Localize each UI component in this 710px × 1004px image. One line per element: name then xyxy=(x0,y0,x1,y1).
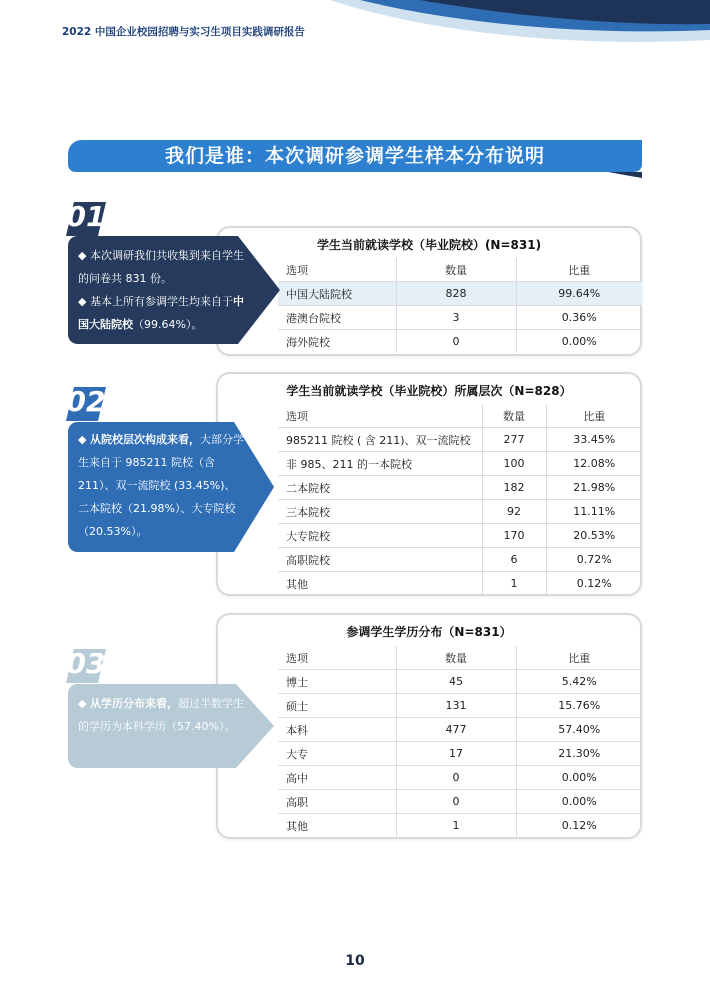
table-row xyxy=(278,282,642,306)
table-cell: 高职 xyxy=(278,790,396,814)
table-cell: 博士 xyxy=(278,670,396,694)
page-number: 10 xyxy=(345,953,365,969)
table-row xyxy=(278,718,642,742)
table-row xyxy=(278,790,642,814)
column-header: 比重 xyxy=(516,646,642,670)
table-cell: 21.30% xyxy=(516,742,642,766)
table-cell: 828 xyxy=(396,282,516,306)
table-cell: 0 xyxy=(396,790,516,814)
section-02-number: 02 xyxy=(66,385,106,418)
callout-rest: 大部分学生来自于 985211 院校（含 211）、双一流院校 (33.45%)、二本院校（21.98%）、大专院校（20.53%）。 xyxy=(78,433,244,538)
column-header: 数量 xyxy=(396,258,516,282)
table-cell: 985211 院校 ( 含 211)、双一流院校 xyxy=(278,428,482,452)
table-cell: 170 xyxy=(482,524,546,548)
table-cell: 15.76% xyxy=(516,694,642,718)
callout-rest: 超过半数学生的学历为本科学历（57.40%）。 xyxy=(78,697,244,733)
table-cell: 中国大陆院校 xyxy=(278,282,396,306)
table-header-row xyxy=(278,404,642,428)
table-cell: 131 xyxy=(396,694,516,718)
table-cell: 277 xyxy=(482,428,546,452)
table-row xyxy=(278,500,642,524)
table-row xyxy=(278,476,642,500)
callout-line-2a: 基本上所有参调学生均来自于 xyxy=(89,295,233,308)
table-row xyxy=(278,452,642,476)
table-cell: 6 xyxy=(482,548,546,572)
section-01-number: 01 xyxy=(66,200,106,233)
report-header-title: 2022 中国企业校园招聘与实习生项目实践调研报告 xyxy=(62,26,305,38)
table-cell: 45 xyxy=(396,670,516,694)
table-cell: 1 xyxy=(396,814,516,838)
column-header: 数量 xyxy=(482,404,546,428)
table-row xyxy=(278,694,642,718)
bullet-icon: ◆ xyxy=(78,697,87,710)
table-row xyxy=(278,814,642,838)
section-03-table xyxy=(278,646,642,837)
section-03-table-card xyxy=(216,613,642,839)
table-row xyxy=(278,548,642,572)
table-cell: 非 985、211 的一本院校 xyxy=(278,452,482,476)
table-cell: 182 xyxy=(482,476,546,500)
table-cell: 大专 xyxy=(278,742,396,766)
section-02-table xyxy=(278,404,642,595)
table-cell: 0 xyxy=(396,330,516,354)
table-cell: 57.40% xyxy=(516,718,642,742)
table-cell: 20.53% xyxy=(546,524,642,548)
table-cell: 1 xyxy=(482,572,546,596)
callout-line-2c: （99.64%）。 xyxy=(133,318,203,331)
column-header: 选项 xyxy=(278,646,396,670)
table-cell: 99.64% xyxy=(516,282,642,306)
table-cell: 11.11% xyxy=(546,500,642,524)
table-cell: 92 xyxy=(482,500,546,524)
bullet-icon: ◆ xyxy=(78,433,87,446)
column-header: 选项 xyxy=(278,404,482,428)
table-row xyxy=(278,670,642,694)
section-01-callout-text xyxy=(78,244,248,336)
table-cell: 本科 xyxy=(278,718,396,742)
table-cell: 0.36% xyxy=(516,306,642,330)
table-cell: 0.00% xyxy=(516,330,642,354)
table-row xyxy=(278,428,642,452)
callout-line-2-bold: 中国大陆院校 xyxy=(78,295,244,331)
table-cell: 港澳台院校 xyxy=(278,306,396,330)
table-cell: 大专院校 xyxy=(278,524,482,548)
section-02-table-card xyxy=(216,372,642,596)
table-cell: 海外院校 xyxy=(286,335,330,349)
page-title: 我们是谁：本次调研参调学生样本分布说明 xyxy=(164,145,545,167)
table-row xyxy=(278,766,642,790)
table-cell: 硕士 xyxy=(278,694,396,718)
table-row xyxy=(278,306,642,330)
table-cell: 100 xyxy=(482,452,546,476)
section-01-table-title: 学生当前就读学校（毕业院校）(N=831) xyxy=(316,238,542,252)
callout-bold: 从学历分布来看， xyxy=(89,697,178,710)
table-cell: 5.42% xyxy=(516,670,642,694)
table-cell: 3 xyxy=(396,306,516,330)
column-header: 比重 xyxy=(516,258,642,282)
table-cell: 0.12% xyxy=(516,814,642,838)
column-header: 选项 xyxy=(278,258,396,282)
table-header-row xyxy=(278,646,642,670)
table-row xyxy=(278,572,642,596)
table-cell: 0.00% xyxy=(516,790,642,814)
table-cell: 477 xyxy=(396,718,516,742)
table-cell: 0.00% xyxy=(516,766,642,790)
table-header-row xyxy=(278,258,642,282)
table-cell: 12.08% xyxy=(546,452,642,476)
table-cell: 21.98% xyxy=(546,476,642,500)
section-03-callout-text xyxy=(78,692,246,738)
table-cell: 17 xyxy=(396,742,516,766)
table-cell: 0.72% xyxy=(546,548,642,572)
table-cell: 高职院校 xyxy=(278,548,482,572)
table-row xyxy=(278,524,642,548)
section-02-callout-text xyxy=(78,428,244,543)
section-01-table xyxy=(278,258,642,353)
table-cell: 其他 xyxy=(286,577,308,591)
section-03-table-title: 参调学生学历分布（N=831） xyxy=(346,625,512,639)
table-cell: 0.12% xyxy=(546,572,642,596)
table-cell: 三本院校 xyxy=(278,500,482,524)
column-header: 数量 xyxy=(396,646,516,670)
callout-line-1: 本次调研我们共收集到来自学生的问卷共 831 份。 xyxy=(78,249,244,285)
table-row xyxy=(278,330,642,354)
table-cell: 高中 xyxy=(278,766,396,790)
section-02-table-title: 学生当前就读学校（毕业院校）所属层次（N=828） xyxy=(286,384,572,398)
bullet-icon: ◆ xyxy=(78,249,87,262)
table-cell: 二本院校 xyxy=(278,476,482,500)
section-03-number: 03 xyxy=(66,647,106,680)
column-header: 比重 xyxy=(546,404,642,428)
bullet-icon: ◆ xyxy=(78,295,87,308)
table-cell: 33.45% xyxy=(546,428,642,452)
callout-bold: 从院校层次构成来看， xyxy=(89,433,200,446)
table-cell: 0 xyxy=(396,766,516,790)
table-cell: 其他 xyxy=(286,819,308,833)
table-row xyxy=(278,742,642,766)
